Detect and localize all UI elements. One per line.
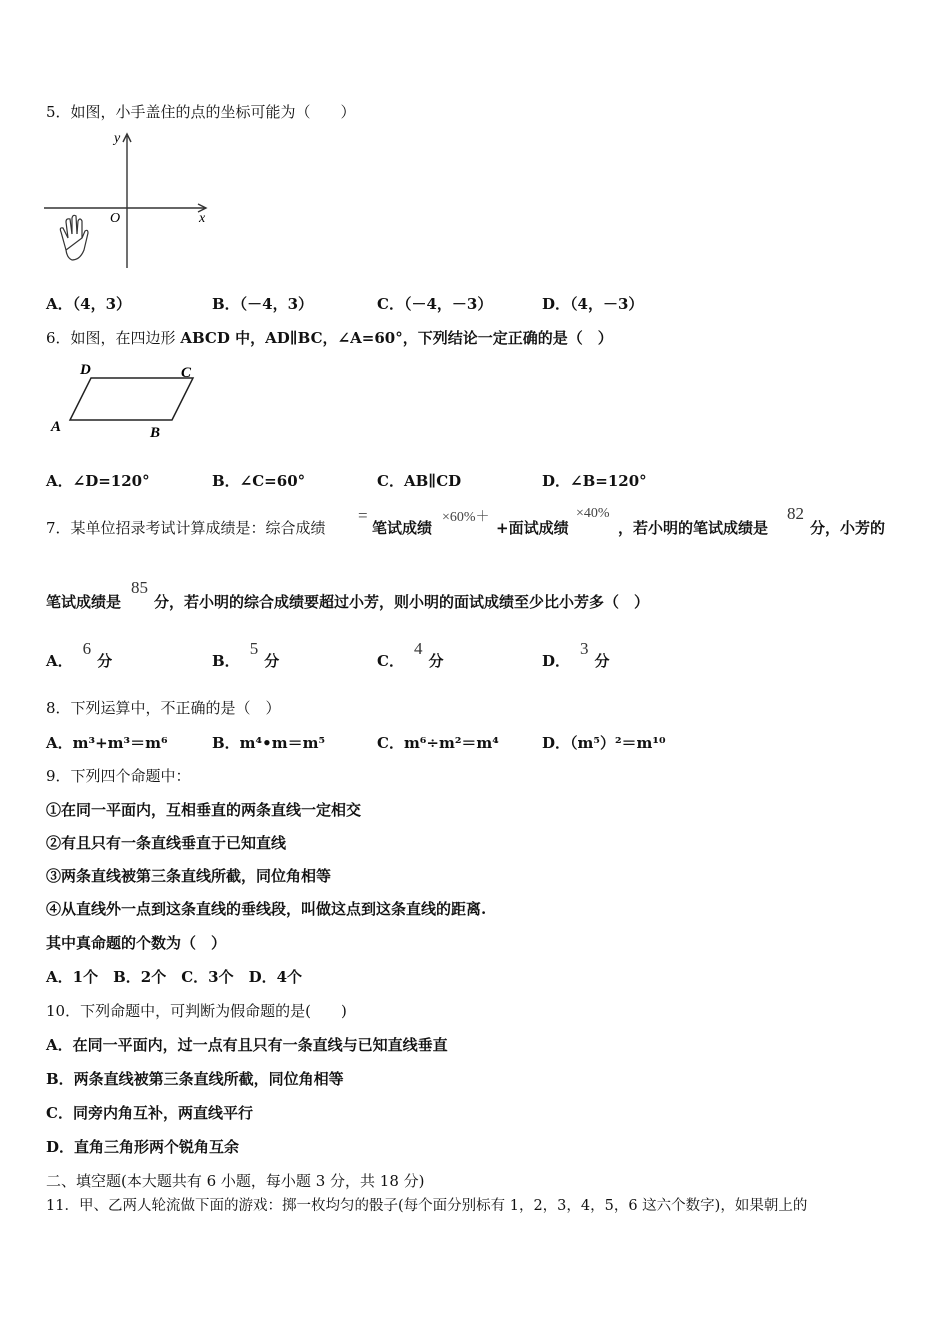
q8-option-d[interactable]: D．（m⁵）²＝m¹⁰ (542, 734, 666, 752)
q10-option-b[interactable]: B．两条直线被第三条直线所截，同位角相等 (46, 1070, 344, 1088)
q11-stem: 11．甲、乙两人轮流做下面的游戏：掷一枚均匀的骰子(每个面分别标有 1，2，3，4，5，6 这六个数字)，如果朝上的 (46, 1198, 808, 1214)
q5-option-a[interactable]: A．（4，3） (46, 295, 132, 313)
q10-option-a[interactable]: A．在同一平面内，过一点有且只有一条直线与已知直线垂直 (46, 1036, 448, 1054)
q10-option-c[interactable]: C．同旁内角互补，两直线平行 (46, 1104, 253, 1122)
q8-option-c[interactable]: C．m⁶÷m²＝m⁴ (377, 734, 499, 752)
q7-line2b: 分，若小明的综合成绩要超过小芳，则小明的面试成绩至少比小芳多（ ） (154, 593, 650, 611)
q9-item-4: ④从直线外一点到这条直线的垂线段，叫做这点到这条直线的距离. (46, 900, 487, 918)
q7-equals: = (358, 506, 368, 525)
q5-stem: 5．如图，小手盖住的点的坐标可能为（ ） (46, 103, 356, 121)
q6-option-b[interactable]: B．∠C=60° (212, 472, 306, 490)
q7-part2: 笔试成绩 (372, 519, 433, 537)
vertex-d-label: D (80, 362, 91, 378)
q7-weight-60: ×60%＋ (442, 510, 490, 525)
q6-parallelogram-figure (48, 358, 208, 442)
q7-weight-40: ×40% (576, 506, 610, 521)
q7-option-d[interactable]: D．3分 (542, 639, 610, 670)
q7-score-85: 85 (131, 578, 148, 597)
q7-option-c[interactable]: C．4分 (377, 639, 444, 670)
q7-line2a: 笔试成绩是 (46, 593, 122, 611)
q7-part3: +面试成绩 (496, 519, 569, 537)
q7-option-b[interactable]: B．5分 (212, 639, 280, 670)
vertex-b-label: B (150, 425, 161, 441)
section-heading-fill-in: 二、填空题(本大题共有 6 小题，每小题 3 分，共 18 分) (46, 1172, 425, 1190)
q7-stem-line1 (46, 518, 326, 538)
q6-stem-text: ABCD 中，AD∥BC，∠A=60°，下列结论一定正确的是（ ） (180, 329, 613, 347)
q9-question: 其中真命题的个数为（ ） (46, 934, 227, 952)
q8-stem: 8．下列运算中，不正确的是（ ） (46, 699, 281, 717)
q5-option-c[interactable]: C．（－4，－3） (377, 295, 493, 313)
vertex-c-label: C (181, 365, 192, 381)
q7-part1: 7．某单位招录考试计算成绩是：综合成绩 (46, 519, 326, 537)
q7-part4: ，若小明的笔试成绩是 (618, 519, 769, 537)
q9-stem: 9．下列四个命题中： (46, 767, 191, 785)
q7-part5: 分，小芳的 (810, 519, 886, 537)
origin-label: O (110, 211, 121, 226)
y-axis-label: y (114, 131, 121, 146)
x-axis-label: x (199, 211, 206, 226)
q9-item-3: ③两条直线被第三条直线所截，同位角相等 (46, 867, 332, 885)
q6-option-d[interactable]: D．∠B=120° (542, 472, 647, 490)
vertex-a-label: A (51, 419, 62, 435)
q8-option-a[interactable]: A．m³+m³＝m⁶ (46, 734, 168, 752)
q7-option-a[interactable]: A．6分 (46, 639, 113, 670)
q10-stem: 10．下列命题中，可判断为假命题的是( ) (46, 1002, 347, 1020)
q5-option-d[interactable]: D．（4，－3） (542, 295, 644, 313)
q8-option-b[interactable]: B．m⁴•m＝m⁵ (212, 734, 326, 752)
q6-option-c[interactable]: C．AB∥CD (377, 472, 462, 490)
q6-stem (46, 328, 613, 348)
q7-score-82: 82 (787, 504, 804, 523)
q5-coordinate-figure (44, 128, 220, 270)
q5-option-b[interactable]: B．（－4，3） (212, 295, 314, 313)
q10-option-d[interactable]: D．直角三角形两个锐角互余 (46, 1138, 240, 1156)
hand-icon (60, 215, 88, 260)
q6-option-a[interactable]: A．∠D=120° (46, 472, 150, 490)
q6-stem-number: 6．如图，在四边形 (46, 329, 181, 347)
q9-item-1: ①在同一平面内，互相垂直的两条直线一定相交 (46, 801, 362, 819)
q9-options[interactable]: A．1个 B．2个 C．3个 D．4个 (46, 968, 303, 986)
q9-item-2: ②有且只有一条直线垂直于已知直线 (46, 834, 287, 852)
